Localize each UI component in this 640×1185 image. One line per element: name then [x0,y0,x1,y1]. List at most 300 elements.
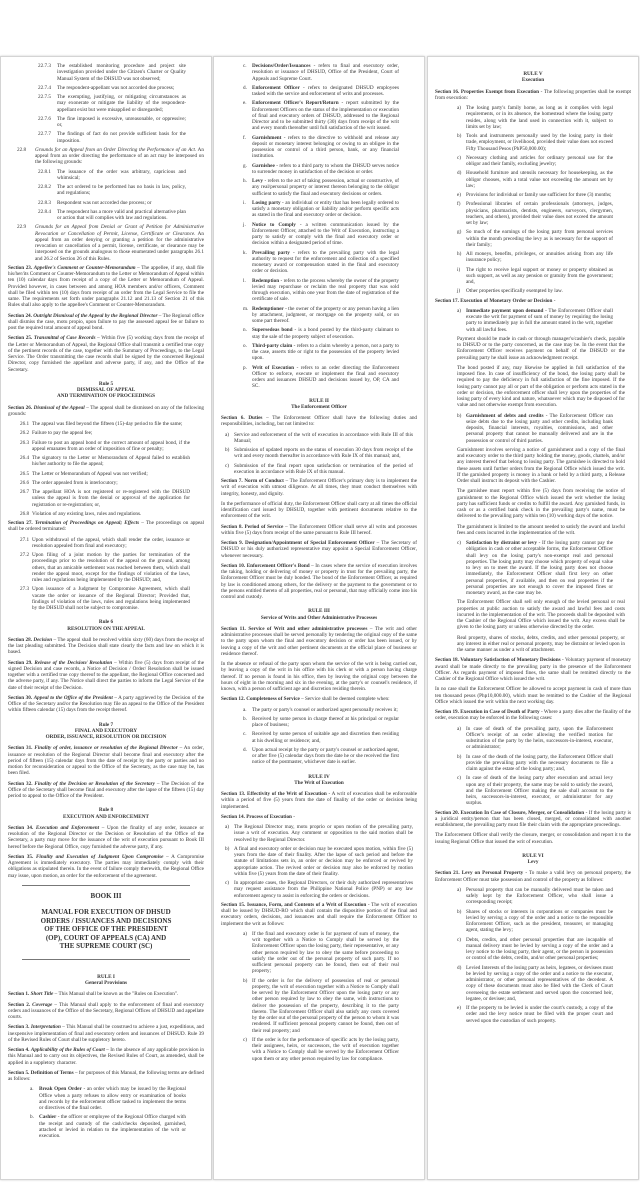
section-title: Decision [33,636,53,643]
section-number: Section 21. [435,870,460,877]
section-number: Section 28. [8,636,32,643]
list-item-number: b) [457,753,462,760]
defined-term: Writ of Execution [252,364,295,371]
section-number: Section 35. [8,853,34,860]
list-item-content [32,430,204,436]
list-item-heading: Grounds for an Appeal from an Order Directing the Performance of an Act. [35,146,197,153]
list-item-content [252,747,417,766]
list-item-number: 22.8.1 [38,168,51,175]
section-number: Section 31. [8,745,33,752]
defined-term: Redemptioner [252,305,284,312]
list-item-text: - the owner of the property or any person having a lien by attachment, judgment, or mortgage on the property sold, or on some part thereof. [252,305,400,324]
list-item-content [466,133,631,152]
list-item-content [252,63,417,82]
section-paragraph [435,810,631,829]
list-item-text: Failure to post an appeal bond or the correct amount of appeal bond, if the appeal emanates from an order of imposition of fine or penalty; [32,439,190,452]
list-item [221,327,417,340]
list-item [435,288,631,294]
list-item-text: Provisions for individual or family use sufficient for three (3) months; [466,192,612,198]
section-paragraph [8,1024,204,1043]
list-item-content [234,463,417,476]
list-item [221,731,417,744]
list-item [435,192,631,198]
list-item-text: The Letter or Memorandum of Appeal was not verified; [32,470,148,477]
section-number: Section 11. [221,625,246,632]
list-item-content [466,1005,631,1024]
list-item-content [35,147,204,166]
list-item-content [466,105,631,130]
list-item-number: 26.6 [20,479,30,486]
list-item [221,432,417,445]
section-text: – The proceedings on appeal shall be ordered terminated: [8,520,205,533]
section-title: Execution of Monetary Order or Decision [460,297,553,304]
list-item [8,489,204,508]
list-item-text: Upon filing of a joint motion by the parties for termination of the proceedings prior to the resolution of the appeal on the ground, among others, that an amicable settlement was reached between them, which shall render the appeal moot, except for the findings of violation of the laws, rules and regulations being implemented by the DHSUD; and, [32,552,190,583]
list-item [8,169,204,182]
section-text: - A writ of execution shall be enforceable within a period of five (5) years from the date of finality of the order or decision being implemented. [221,791,418,810]
section-text: – In the absence of any applicable provision in this Manual and to carry out its objectives, the Revised Rules of Court, as amended, shall be applied in a suppletory character. [8,1047,205,1066]
list-item [8,147,204,166]
list-item [8,184,204,197]
list-item [435,170,631,189]
list-item [435,965,631,1003]
section-paragraph [8,265,204,309]
list-item-content [39,1114,204,1139]
rule-heading-line: DISMISSAL OF APPEAL [76,387,136,393]
list-item-text: - refers to the directive to withhold and release any deposit or monetary interest belonging or owing to an obligee in the possession or control of a third person, bank, or any financial institution. [252,134,399,160]
list-item-number: b) [225,447,230,453]
list-item [8,537,204,550]
section-title: Norm of Conduct [244,478,284,484]
rule-heading-line: Execution [521,77,545,84]
section-title: Process of Execution [246,813,292,820]
list-item-number: 22.8.3 [38,199,51,206]
section-paragraph [8,825,204,850]
list-item-text: In case of the death of the losing party, the Enforcement Officer shall provide the prevailing party with the necessary documents to file a claim against the estate of the losing party; and, [466,753,613,772]
list-item-text: The signatory to the Letter or Memorandum of Appeal failed to establish his/her authority to file the appeal; [32,455,190,468]
list-item-text: Household furniture and utensils necessary for housekeeping, as the obligor chooses, with a total value not exceeding the amount set by law; [466,170,613,189]
list-item-text: The appellant HOA is not registered or re-registered with the DHSUD unless the appeal is from the denial or approval of the application for registration or re-registration; or, [32,489,190,508]
list-item-content [234,824,417,843]
list-item [8,116,204,129]
list-item-text: An appeal from an order directing the performance of an act may be interposed on the following grounds: [35,146,204,166]
list-item [8,224,204,262]
list-item-text: If the order is for the performance of specific acts by the losing party, their assignees, heirs, or successors, the writ of execution together with a Notice to Comply shall be served by the Enforcement Officer upon them or any other person required by law for compliance. [252,1036,399,1062]
list-item-number: o. [243,342,247,349]
list-item-number: c) [457,936,462,943]
list-item-content [32,471,204,477]
list-item-number: a) [457,725,462,732]
rule-heading [8,619,204,632]
list-item-text: Upon issuance of a Judgment by Compromise Agreement, which shall vacate the order or issuance of the Regional Director; Provided that, findings of violation of the laws, rules and regulations being implemented by the DHSUD shall not be subject to compromise. [32,586,190,611]
list-item-content [252,365,417,390]
list-item-number: 26.7 [20,489,30,495]
list-item-text: - refers to a claim whereby a person, not a party to the case, asserts title or right to the possession of the property levied upon. [252,342,400,362]
list-item [221,447,417,460]
list-item-number: 22.7.7 [38,131,51,138]
list-item-content [466,267,631,286]
list-item-content [466,413,631,444]
list-item-content [466,775,631,806]
section-paragraph [221,478,417,497]
list-item [8,511,204,517]
section-text: - Where a party dies after the finality of the order, execution may be enforced in the following cases: [435,709,632,722]
list-item-content [466,726,631,751]
list-item-content [32,552,204,583]
list-item-text: An appeal from an order denying or granting a petition for the administrative revocation or cancellation of a permit, license, certificate, or clearance may be interposed on the grounds analogous to those enumerated under paragraphs 26.1 and 26.2 of Section 26 of this Rules. [35,230,205,262]
list-item-content [466,192,631,198]
list-item-content [252,931,417,975]
list-item-text: The appeal was filed beyond the fifteen (15)-day period to file the same; [32,421,183,427]
list-item-content [32,455,204,468]
section-title: Duties [248,415,263,421]
book-subtitle: MANUAL FOR EXECUTION OF DHSUD ORDERS / ISSUANCES AND DECISIONS OF THE OFFICE OF THE PRESIDENT (OP), COURT OF APPEALS (CA) AND THE SUPREME COURT (SC) [40,908,172,951]
indented-paragraph: Payment should be made in cash or through manager's/cashier's check, payable to DHSUD or to the party concerned, as the case may be. In the event that the Enforcement Officer receives payment on behalf of the DHSUD or the prevailing party he shall issue an acknowledgment receipt. [457,335,625,361]
section-number: Section 24. [8,312,32,319]
list-item-number: a) [225,824,230,830]
section-text: – This Manual shall be construed to achieve a just, expeditious, and inexpensive implementation of final and executory orders and issuances of DHSUD. Rule 39 of the Revised Rules of Court shall be suppletory hereto. [8,1024,204,1043]
list-item-number: e. [243,100,247,107]
section-paragraph [221,814,417,820]
list-item-heading: Grounds for an Appeal from Denial or Grant of Petition for Administrative Revocation or Cancellation of Permit, License, Certificate or Clearance. [35,224,204,237]
list-item-number: c) [457,540,462,546]
section-paragraph [221,415,417,428]
list-item-number: 27.3 [20,586,30,593]
section-text: – The appeal shall be resolved within sixty (60) days from the receipt of the last pleading submitted. The Decision shall state clearly the facts and law on which it is based. [8,636,205,656]
section-title: Outright Dismissal of the Appeal by the Regional Director [33,312,158,319]
list-item [8,440,204,453]
section-text: - The writ of execution shall be issued by DHSUD-RO which shall contain the dispositive portion of the final and executory orders, decisions, and issuances and shall require the Enforcement Officer to implement the writ as follows: [221,901,418,927]
list-item-content [252,306,417,325]
section-number: Section 29. [8,659,33,666]
list-item [8,480,204,486]
defined-term: Supersedeas bond [252,327,293,334]
list-item-text: If the final and executory order is for payment of sum of money, the writ together with a Notice to Comply shall be served by the Enforcement Officer upon the losing party, their representative, or any other person required by law to obey the same before proceeding to satisfy the order out of the personal property of such party. If no sufficient personal property can be found, then out of their real property; [252,930,399,975]
list-item-content [32,586,204,611]
rule-heading-line: General Provisions [84,980,128,986]
list-item-number: i) [457,266,461,273]
defined-term: Third-party claim [252,342,293,349]
defined-term: Prevailing party [252,249,290,256]
rule-heading [435,71,631,84]
list-item-number: n. [243,327,247,334]
list-item [435,201,631,226]
list-item-text: Upon actual receipt by the party or party's counsel or authorized agent, or after five (5) calendar days from the date he or she received the first notice of the postmaster, whichever date is earlier. [252,746,399,766]
rule-heading-line: Service of Writs and Other Administrative Processes [260,614,378,621]
list-item-number: c) [225,462,230,469]
defined-term: Redemption [252,277,280,284]
list-item-content [57,209,204,222]
list-item [221,824,417,843]
list-item [221,707,417,713]
section-text: – An order, issuance or resolution of the Regional Director shall become final and executory after the period of fifteen (15) calendar days from the date of receipt by the party or parties and no motion for reconsideration or appeal to the Office of the Secretary, as the case may be, has been filed. [8,745,204,777]
list-item-text: The findings of fact do not provide sufficient basis for the imposition. [57,131,186,144]
book-title: BOOK III [90,891,122,900]
section-paragraph [435,298,631,304]
list-item-number: h. [243,178,247,184]
list-item-text: - report submitted by the Enforcement Officers on the status of the implementation or execution of final and executory orders of DHSUD, addressed to the Regional Director and to be submitted thirty (30) days from receipt of the writ and every month thereafter until full satisfaction of the writ issued. [252,100,399,132]
list-item-number: j) [457,288,461,295]
list-item [8,85,204,91]
section-paragraph [221,540,417,559]
list-item-content [57,200,204,206]
list-item-number: 22.7.6 [38,115,51,122]
list-item-content [252,716,417,729]
section-number: Section 13. [221,791,246,797]
section-number: Section 5. [8,1069,30,1076]
section-paragraph [435,89,631,102]
defined-term: Satisfaction by distraint or levy [466,540,537,546]
list-item [221,200,417,219]
section-paragraph [221,626,417,657]
section-number: Section 20. [435,809,460,816]
list-item-text: A final and executory order or decision may be executed upon motion, within five (5) years from the date of their finality. After the lapse of such period and before the statute of limitations sets in, an order or decision may be enforced or revived by appropriate action. The revived order or decision may also be enforced by motion within five (5) years from the date of their finality. [234,845,413,877]
section-title: Designation/Appointment of Special Enforcement Officer [244,540,375,546]
list-item-content [234,432,417,445]
list-item-text: - refers to a third party to whom the DHSUD serves notice to surrender money in satisfaction of the decision or order. [252,162,399,175]
list-item [435,413,631,444]
rule-heading-line: RULE I [97,973,115,980]
list-item-text: Tools and instruments personally used by the losing party in their trade, employment, or livelihood, provided their value does not exceed Fifty Thousand Pesos (PhP50,000.00); [466,133,613,152]
section-number: Section 16. [435,88,460,95]
section-title: Properties Exempt from Execution [460,88,540,95]
section-paragraph [8,1002,204,1021]
list-item [221,931,417,975]
list-item-content [32,421,204,427]
section-text: – A party aggrieved by the Decision of the Office of the Secretary and/or the Resolution may file an appeal to the Office of the President within fifteen calendar (15) days from the receipt thereof. [8,694,205,714]
indented-paragraph: Real property, shares of stocks, debts, credits, and other personal property, or any interest in either real or personal property, may be distraint or levied upon in the same manner as under a writ of attachment. [457,634,625,653]
list-item-text: Violation of any existing laws, rules and regulations. [32,510,142,517]
list-item [435,775,631,806]
list-item-text: Received by some person of suitable age and discretion then residing at his dwelling or residence; and, [252,731,399,744]
document-page-3 [427,56,639,1180]
section-number: Section 17. [435,297,459,304]
list-item [435,267,631,286]
list-item-content [466,251,631,264]
list-item [435,251,631,264]
section-paragraph [8,991,204,997]
list-item-content [252,200,417,219]
section-paragraph [435,709,631,722]
list-item-text: The respondent has a more valid and practical alternative plan or action that will complies with law and regulations. [57,208,186,221]
defined-term: Losing party [252,199,281,206]
section-paragraph [8,854,204,879]
list-item [435,887,631,906]
list-item-text: The order appealed from is interlocutory; [32,479,118,486]
list-item-text: Levied Interests of the losing party as heirs, legatees, or devisees must be levied by serving a copy of the order and a notice to the executor, administrator, or other personal representatives of the decedent. A copy of these documents must also be filed with the Clerk of Court overseeing the estate settlement and served upon the concerned heir, legatee, or devisee; and, [466,964,613,1002]
section-paragraph [8,1070,204,1083]
defined-term: Notice to Comply [252,221,296,228]
list-item-content [35,224,204,262]
list-item [8,430,204,436]
indented-paragraph: The Enforcement Officer shall sell only enough of the levied personal or real properties at public auction to satisfy the award and lawful fees and costs incurred in the implementation of the writ. The proceeds shall be deposited with the Cashier of the Regional Office which issued the writ. Any excess shall be given to the losing party or unless otherwise directed by the order. [457,599,625,631]
list-item-content [252,327,417,340]
rule-heading [221,398,417,411]
list-item-content [57,94,204,113]
list-item-text: In appropriate cases, the Regional Directors, or their duly authorized representatives may request assistance from the Philippine National Police (PNP) or any law enforcement agency to assist in enforcing the orders or decisions. [234,880,413,899]
list-item-text: Submission of the final report upon satisfaction or termination of the period of execution in accordance with Rule IX of this manual. [234,462,413,475]
section-number: Section 8. [221,523,243,530]
rule-heading [435,853,631,866]
paragraph: In no case shall the Enforcement Officer be allowed to accept payment in cash of more than ten thousand pesos (Php10,000.00), which must be remitted to the Cashier of the Regional Office which issued the writ within the next working day. [435,686,631,705]
list-item-content [252,135,417,160]
list-item-number: e) [457,1005,462,1011]
list-item [8,455,204,468]
section-title: Finality and Execution of Judgment Upon Compromise [35,853,164,860]
section-text: - Voluntary payment of monetary award shall be made directly to the prevailing party in the presence of the Enforcement Officer. As regards payment of imposed fines, the same shall be remitted directly to the Cashier of the Regional Office which issued the writ. [435,657,632,682]
list-item-number: 26.5 [20,470,30,477]
list-item-text: - If the losing party cannot pay the obligation in cash or other acceptable forms, the Enforcement Officer shall levy on the losing party's non-exempt real and personal properties. The losing party may choose which property of equal value to levy on to meet the award. If the losing party does not choose immediately, the Enforcement Officer shall first levy on other personal properties, if available, and then on real properties if the personal properties are not enough to cover the imposed fines or monetary award, as the case may be. [466,540,613,596]
list-item-number: 26.2 [20,430,30,437]
list-item [221,135,417,160]
list-item [221,222,417,247]
list-item-content [57,116,204,129]
rule-heading-line: Levy [527,859,539,865]
list-item-number: c. [243,731,247,738]
list-item-text: The fine imposed is excessive, unreasonable, or oppressive; or, [57,115,186,128]
list-item-content [57,184,204,197]
list-item [435,754,631,773]
list-item-number: m. [243,305,249,312]
section-paragraph [8,520,204,533]
list-item-text: - refers to the prevailing party with the legal authority to request for the enforcement and collection of a specified monetary award or compensation stated in the final and executory order or decision. [252,249,399,275]
section-number: Section 25. [8,335,33,342]
list-item-content [234,880,417,899]
list-item-text: - refers to the process whereby the owner of the property levied may repurchase or reclaim the real property that was sold through execution, within one year from the date of registration of the certificate of sale. [252,277,400,303]
list-item-number: 26.1 [20,421,30,427]
section-text: – The Enforcement Officer shall have the following duties and responsibilities, including, but not limited to: [221,415,418,428]
list-item-content [466,229,631,248]
list-item [221,163,417,176]
section-number: Section 6. [221,415,245,421]
section-text: – The Secretary of DHSUD or his duly authorized representative may appoint a Special Enforcement Officer, whenever necessary. [221,540,417,559]
list-item-text: Debts, credits, and other personal properties that are incapable of manual delivery must be levied by serving a copy of the order and a levy notice to the losing party, their agent, or the person in possession or control of the debts, credits, and/or other personal properties; [466,936,613,962]
list-item-number: g) [457,229,462,236]
list-item-text: Personal property that can be manually delivered must be taken and safely kept by the Enforcement Officer, who shall issue a corresponding receipt; [466,886,613,906]
list-item [435,909,631,934]
section-title: Levy on Personal Property [461,870,524,877]
list-item-number: a) [457,886,462,893]
section-number: Section 12. [221,696,245,703]
list-item-content [252,978,417,1034]
list-item [221,747,417,766]
list-item-text: Respondent was not accorded due process; or [57,199,152,206]
section-title: Interpretation [30,1024,61,1031]
list-item-content [32,489,204,508]
list-item-text: The act ordered to be performed has no basis in law, policy, and regulations; [57,184,186,197]
section-title: Appeal to the Office of the President [33,694,113,701]
list-item-number: f. [243,134,247,141]
list-item-number: 27.1 [20,536,30,543]
list-item-text: The losing party's family home, as long as it complies with legal requirements, or in its absence, the homestead where the losing party resides, along with the land used in connection with it, subject to limits set by law; [466,105,613,130]
list-item-number: f) [457,201,461,208]
list-item [435,540,631,596]
list-item-content [234,846,417,877]
section-text: – Service shall be deemed complete when: [301,696,390,703]
section-paragraph [221,791,417,810]
section-title: Enforcement Officer's Bond [246,562,310,569]
defined-term: Levy [252,178,263,184]
list-item-number: g. [243,162,247,169]
list-item-number: c) [243,1036,248,1043]
section-text: - If the losing party is a juridical entity/person that has been closed, merged, or consolidated with another establishment, the prevailing party must file their claim with the appropriate proceedings. [435,809,631,828]
section-paragraph [8,695,204,714]
section-number: Section 23. [8,264,33,271]
section-title: Coverage [32,1001,53,1008]
list-item-text: In case of death of the prevailing party, upon the Enforcement Officer's receipt of an order allowing the verified motion for substitution of the party by the heirs, successors-in-interest, executor, or administrator; [466,725,613,751]
list-item [435,133,631,152]
list-item-content [32,511,204,517]
list-item [221,1037,417,1062]
list-item-content [466,887,631,906]
list-item-content [57,63,204,82]
list-item-text: Professional libraries of certain professionals (attorneys, judges, physicians, pharmacists, dentists, engineers, surveyors, clergymen, teachers, and others), provided their value does not exceed the amount set by law; [466,201,613,226]
list-item-number: i. [243,199,246,206]
list-item-content [252,343,417,362]
section-text: – Within five (5) working days from the receipt of the Letter or Memorandum of Appeal, the Regional Office shall transmit a certified true copy of the pertinent records of the case, together with the Summary of Proceedings, to the Legal Service. The Order transmitting the case records shall be signed by the concerned Regional Director, copy furnished the appellant and adverse party, if any, and the Office of the Secretary. [8,335,205,373]
list-item-number: 22.8 [17,146,27,153]
list-item-number: a) [457,307,462,314]
section-title: Finality of order, issuance or resolution of the Regional Director [34,745,178,752]
list-item-number: 22.8.2 [38,184,51,190]
paragraph: In the absence or refusal of the party upon whom the service of the writ is being carried out, by leaving a copy of the writ in his office with his clerk or with a person having charge thereof. If no person is found in his office, then by leaving the original copy between the hours of eight in the morning and six in the evening, at the party's or counsel's residence, if known, with a person of sufficient age and discretion residing therein. [221,661,417,692]
list-item [221,278,417,303]
section-number: Section 26. [8,404,33,411]
list-item-content [57,169,204,182]
section-text: – The appeal shall be dismissed on any of the following grounds: [8,404,205,417]
list-item-number: h) [457,251,462,257]
section-text: – The appellee, if any, shall file his/her/its Comment or Counter-Memorandum to the Letter or Memorandum of Appeal within ten (10) calendar days from receipt of a copy of the Letter or Memorandum of Appeal. Provided however, in cases between and among HOA members and/or officers, Comment shall be filed within ten (10) days from receipt of an order from the Legal Service to file the same. The requirements set forth under paragraphs 21.12 and 21.13 of Section 21 of this Rules shall also apply to the appellee's Comment or Counter-Memorandum. [8,264,204,309]
section-text: - [553,297,556,304]
list-item [221,846,417,877]
section-title: Effectivity of the Writ of Execution [247,791,327,797]
list-item-content [466,201,631,226]
list-item-text: So much of the earnings of the losing party from personal services within the month preceding the levy as is necessary for the support of their family; [466,229,613,248]
rule-heading-line: The Enforcement Officer [291,403,347,410]
list-item-content [466,170,631,189]
list-item-content [39,1086,204,1111]
list-item-text: - an order which may be issued by the Regional Office when a party refuses to allow entry or examination of books and records by the enforcement officer tasked to implement the terms or directives of the final order. [39,1086,187,1111]
list-item [221,306,417,325]
paragraph: In the performance of official duty, the Enforcement Officer shall carry at all times the official identification card issued by DHSUD, together with pertinent documents relative to the enforcement of the writ. [221,500,417,520]
list-item [435,937,631,962]
list-item-number: a) [243,930,248,937]
list-item-text: Failure to pay the appeal fee; [32,430,93,437]
list-item-text: - The Enforcement Officer shall execute the writ for payment of sum of money by requiring the losing party to immediately pay in full the amount stated in the writ, together with all lawful fees. [466,307,613,333]
list-item-content [57,85,204,91]
section-number: Section 14. [221,813,245,820]
list-item-number: c) [457,775,462,782]
list-item-text: - is a bond posted by the third-party claimant to stay the sale of the property subject of execution. [252,327,400,340]
list-item-number: b. [30,1114,34,1121]
book-heading [22,885,190,960]
list-item [8,586,204,611]
section-text: – This Manual shall be known as the "Rules on Execution". [54,991,179,998]
section-paragraph [8,313,204,332]
list-item-number: d) [457,170,462,177]
list-item-number: b) [457,412,462,419]
list-item-text: If the order is for the delivery of possession of real or personal property, the writ of execution together with a Notice to Comply shall be served by the Enforcement Officer upon the losing party or any other person required by law to obey the same, with instructions to deliver the possession of the property, describing it to the party thereto. The Enforcement Officer shall also satisfy any costs covered by the order out of the personal property of the person to whom it was rendered. If sufficient personal property cannot be found, then out of their real property; and [252,977,399,1034]
list-item-text: The exempting, justifying, or mitigating circumstances as may exonerate or mitigate the liability of the respondent-appellant exist but were misapplied or disregarded; [57,94,186,113]
list-item [8,209,204,222]
list-item-text: The respondent-appellant was not accorded due process; [57,84,175,91]
section-number: Section 32. [8,780,33,787]
list-item-content [252,731,417,744]
section-paragraph [8,1047,204,1066]
list-item [8,200,204,206]
list-item-number: a. [30,1086,34,1093]
list-item-text: Necessary clothing and articles for ordinary personal use for the obligor and their family, excluding jewelry; [466,154,613,167]
